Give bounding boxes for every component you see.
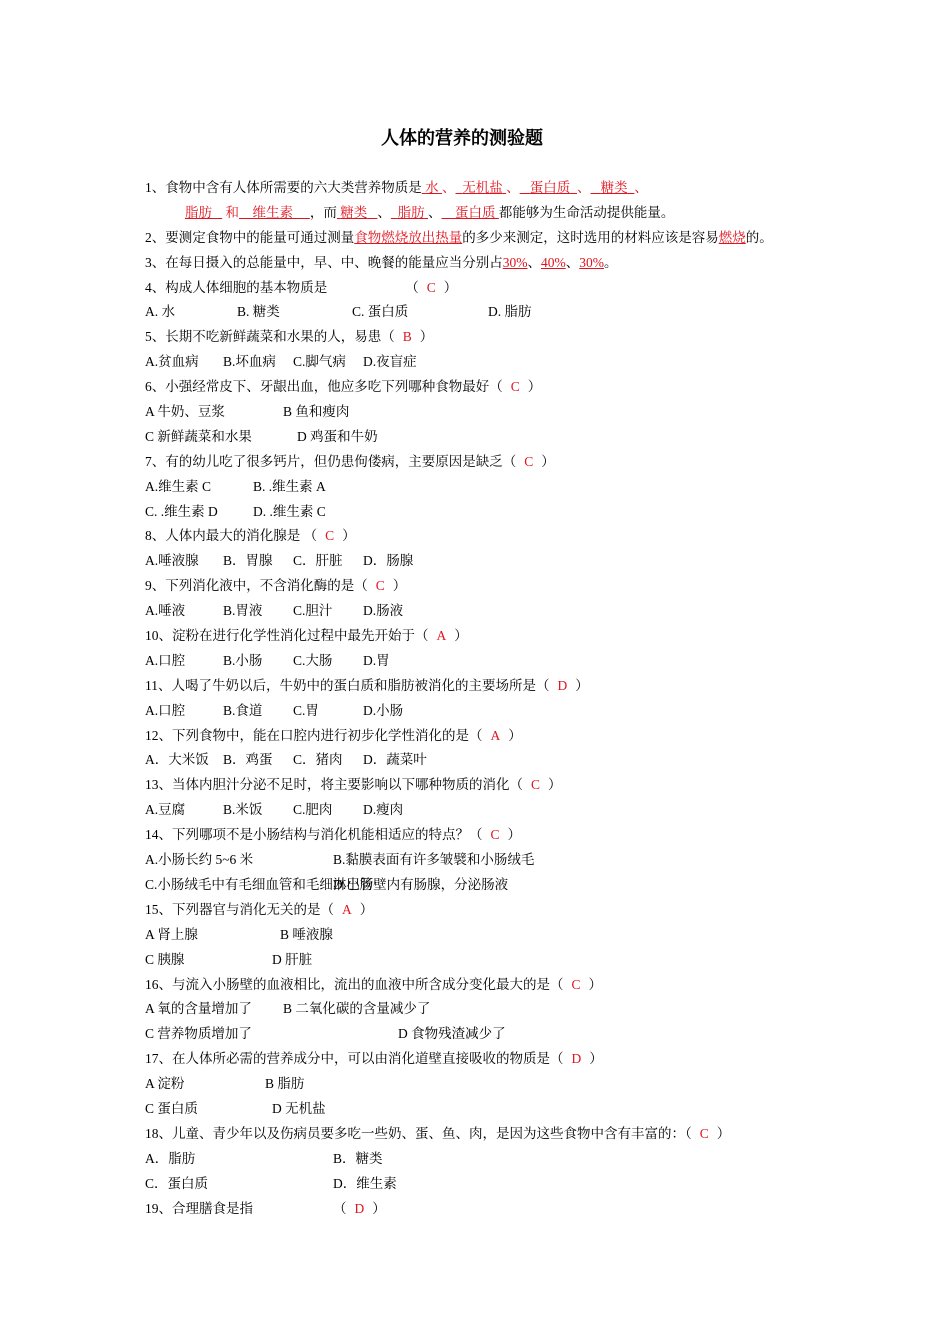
question-stem: 15、下列器官与消化无关的是（ A ） xyxy=(145,901,374,917)
question-text: 11、人喝了牛奶以后，牛奶中的蛋白质和脂肪被消化的主要场所是（ xyxy=(145,677,550,693)
option-b: B 脂肪 xyxy=(265,1076,305,1092)
answer-letter: C xyxy=(426,279,436,295)
option-b: B.黏膜表面有许多皱襞和小肠绒毛 xyxy=(333,852,535,868)
option-c: C 胰腺 xyxy=(145,951,185,967)
blank-answer: 脂肪 xyxy=(185,204,212,220)
option-c: C.大肠 xyxy=(293,652,333,668)
question-1-line-1: 1、食物中含有人体所需要的六大类营养物质是 水 、 无机盐 、 蛋白质 、 糖类 、 xyxy=(145,180,648,195)
option-row xyxy=(145,1022,835,1047)
question-text: 14、下列哪项不是小肠结构与消化机能相适应的特点？（ xyxy=(145,827,483,843)
option-d: D.小肠壁内有肠腺，分泌肠液 xyxy=(333,876,509,892)
option-c: C．蛋白质 xyxy=(145,1175,209,1191)
question-text: 15、下列器官与消化无关的是（ xyxy=(145,901,334,917)
question-stem: 13、当体内胆汁分泌不足时，将主要影响以下哪种物质的消化（ C ） xyxy=(145,777,562,793)
option-row xyxy=(145,549,835,574)
option-d: D. .维生素 C xyxy=(253,503,326,519)
option-a: A．大米饭 xyxy=(145,752,209,768)
option-a: A 肾上腺 xyxy=(145,926,198,942)
answer-letter: D xyxy=(571,1051,582,1067)
quiz-content xyxy=(145,176,835,1221)
question-text: 17、在人体所必需的营养成分中，可以由消化道壁直接吸收的物质是（ xyxy=(145,1051,564,1067)
option-a: A．脂肪 xyxy=(145,1150,196,1166)
answer-letter: C xyxy=(375,578,385,594)
option-row xyxy=(145,475,835,500)
option-row xyxy=(145,748,835,773)
option-a: A.口腔 xyxy=(145,702,186,718)
question-text: 10、淀粉在进行化学性消化过程中最先开始于（ xyxy=(145,628,429,644)
question-stem: 18、儿童、青少年以及伤病员要多吃一些奶、蛋、鱼、肉，是因为这些食物中含有丰富的：（ C ） xyxy=(145,1125,731,1141)
question-stem: 17、在人体所必需的营养成分中，可以由消化道壁直接吸收的物质是（ D ） xyxy=(145,1051,603,1067)
option-c: C.小肠绒毛中有毛细血管和毛细淋巴管 xyxy=(145,876,374,892)
question-stem: 7、有的幼儿吃了很多钙片，但仍患佝偻病，主要原因是缺乏（ C ） xyxy=(145,453,555,469)
answer-letter: A xyxy=(490,727,501,743)
option-a: A.豆腐 xyxy=(145,802,186,818)
answer-letter: C xyxy=(325,528,335,544)
blank-answer: 30% xyxy=(502,254,528,270)
option-b: B 唾液腺 xyxy=(280,926,333,942)
blank-answer: 脂肪 xyxy=(397,204,425,220)
option-row xyxy=(145,798,835,823)
question-1-line-2: 脂肪 和 维生素 ，而 糖类 、 脂肪 、 蛋白质 都能够为生命活动提供能量。 xyxy=(185,204,675,220)
answer-letter: B xyxy=(402,329,412,345)
blank-answer: 维生素 xyxy=(252,204,293,220)
question-text: 8、人体内最大的消化腺是 （ xyxy=(145,528,318,544)
answer-letter: D xyxy=(354,1200,365,1216)
blank-answer: 40% xyxy=(541,254,566,270)
question-text: 9、下列消化液中，不含消化酶的是（ xyxy=(145,578,368,594)
question-text: 6、小强经常皮下、牙龈出血，他应多吃下列哪种食物最好（ xyxy=(145,379,503,395)
option-c: C 蛋白质 xyxy=(145,1100,198,1116)
question-3: 3、在每日摄入的总能量中，早、中、晚餐的能量应当分别占30%、40%、30%。 xyxy=(145,254,618,270)
page-title: 人体的营养的测验题 xyxy=(381,128,543,148)
option-c: C 营养物质增加了 xyxy=(145,1026,252,1042)
question-text: 12、下列食物中，能在口腔内进行初步化学性消化的是（ xyxy=(145,727,483,743)
blank-answer: 30% xyxy=(579,254,604,270)
answer-letter: C xyxy=(490,827,500,843)
question-text: 19、合理膳食是指 xyxy=(145,1200,253,1216)
option-a: A.唾液 xyxy=(145,603,186,619)
option-d: D 无机盐 xyxy=(272,1100,326,1116)
option-row xyxy=(145,923,835,948)
answer-letter: C xyxy=(571,976,581,992)
option-d: D 食物残渣减少了 xyxy=(398,1026,506,1042)
question-stem: 6、小强经常皮下、牙龈出血，他应多吃下列哪种食物最好（ C ） xyxy=(145,379,542,395)
option-c: C.胆汁 xyxy=(293,603,333,619)
option-b: B 二氧化碳的含量减少了 xyxy=(283,1001,431,1017)
option-row xyxy=(145,500,835,525)
option-d: D.瘦肉 xyxy=(363,802,404,818)
option-d: D．蔬菜叶 xyxy=(363,752,427,768)
question-text: 7、有的幼儿吃了很多钙片，但仍患佝偻病，主要原因是缺乏（ xyxy=(145,453,517,469)
option-d: D．肠腺 xyxy=(363,553,414,569)
answer-letter: A xyxy=(342,901,352,917)
answer-letter: D xyxy=(557,677,568,693)
question-text: 16、与流入小肠壁的血液相比，流出的血液中所含成分变化最大的是（ xyxy=(145,976,564,992)
blank-answer: 食物燃烧放出热量 xyxy=(354,229,463,245)
option-c: C.脚气病 xyxy=(293,354,346,370)
blank-answer: 糖类 xyxy=(600,180,628,195)
answer-letter: C xyxy=(699,1125,709,1141)
option-c: C. .维生素 D xyxy=(145,503,218,519)
option-c: C．肝脏 xyxy=(293,553,343,569)
answer-letter: C xyxy=(531,777,541,793)
option-a: A.小肠长约 5~6 米 xyxy=(145,852,254,868)
option-b: B.坏血病 xyxy=(223,354,276,370)
question-stem: 10、淀粉在进行化学性消化过程中最先开始于（ A ） xyxy=(145,628,468,644)
blank-answer: 蛋白质 xyxy=(529,180,571,195)
option-row xyxy=(145,948,835,973)
option-a: A.口腔 xyxy=(145,652,186,668)
option-d: D.夜盲症 xyxy=(363,354,417,370)
option-row xyxy=(145,425,835,450)
question-2: 2、要测定食物中的能量可通过测量食物燃烧放出热量的多少来测定，这时选用的材料应该是容易燃烧的。 xyxy=(145,229,773,245)
question-text: 5、长期不吃新鲜蔬菜和水果的人，易患（ xyxy=(145,329,395,345)
question-stem: 19、合理膳食是指 （ D ） xyxy=(145,1200,386,1216)
option-d: D．维生素 xyxy=(333,1175,397,1191)
option-a: A 牛奶、豆浆 xyxy=(145,404,225,420)
option-row xyxy=(145,873,835,898)
option-b: B.食道 xyxy=(223,702,263,718)
question-text: 18、儿童、青少年以及伤病员要多吃一些奶、蛋、鱼、肉，是因为这些食物中含有丰富的：（ xyxy=(145,1125,692,1141)
multiple-choice-list xyxy=(145,276,835,1222)
blank-answer: 无机盐 xyxy=(462,180,503,195)
question-1-stem: 1、食物中含有人体所需要的六大类营养物质是 xyxy=(145,180,422,195)
option-b: B.小肠 xyxy=(223,652,263,668)
option-row xyxy=(145,848,835,873)
option-d: D 肝脏 xyxy=(272,951,313,967)
option-b: B．糖类 xyxy=(333,1150,383,1166)
option-c: C 新鲜蔬菜和水果 xyxy=(145,428,252,444)
option-row xyxy=(145,997,835,1022)
option-c: C.肥肉 xyxy=(293,802,333,818)
option-b: B 鱼和瘦肉 xyxy=(283,404,350,420)
option-b: B. .维生素 A xyxy=(253,478,326,494)
question-text: 13、当体内胆汁分泌不足时，将主要影响以下哪种物质的消化（ xyxy=(145,777,523,793)
option-a: A 淀粉 xyxy=(145,1076,185,1092)
option-d: D. 脂肪 xyxy=(488,304,532,320)
option-b: B.胃液 xyxy=(223,603,263,619)
option-a: A.维生素 C xyxy=(145,478,212,494)
blank-answer: 糖类 xyxy=(340,204,368,220)
answer-letter: C xyxy=(524,453,534,469)
option-row xyxy=(145,599,835,624)
option-row xyxy=(145,1072,835,1097)
option-a: A 氧的含量增加了 xyxy=(145,1001,252,1017)
answer-letter: C xyxy=(510,379,520,395)
option-row xyxy=(145,350,835,375)
option-d: D.胃 xyxy=(363,652,390,668)
option-c: C.胃 xyxy=(293,702,319,718)
option-a: A. 水 xyxy=(145,304,175,320)
option-d: D 鸡蛋和牛奶 xyxy=(297,428,378,444)
option-c: C. 蛋白质 xyxy=(352,304,409,320)
option-c: C．猪肉 xyxy=(293,752,343,768)
option-a: A.贫血病 xyxy=(145,354,199,370)
option-row xyxy=(145,649,835,674)
option-b: B．胃腺 xyxy=(223,553,273,569)
option-d: D.小肠 xyxy=(363,702,404,718)
question-stem: 14、下列哪项不是小肠结构与消化机能相适应的特点？（ C ） xyxy=(145,827,522,843)
question-stem: 11、人喝了牛奶以后，牛奶中的蛋白质和脂肪被消化的主要场所是（ D ） xyxy=(145,677,589,693)
question-stem: 5、长期不吃新鲜蔬菜和水果的人，易患（ B ） xyxy=(145,329,434,345)
option-row xyxy=(145,400,835,425)
question-stem: 12、下列食物中，能在口腔内进行初步化学性消化的是（ A ） xyxy=(145,727,522,743)
option-row xyxy=(145,699,835,724)
blank-answer: 燃烧 xyxy=(718,229,746,245)
option-row xyxy=(145,1147,835,1172)
blank-answer: 蛋白质 xyxy=(455,204,496,220)
option-row xyxy=(145,1097,835,1122)
answer-letter: A xyxy=(436,628,447,644)
blank-answer: 水 xyxy=(425,180,439,195)
option-row xyxy=(145,1172,835,1197)
question-stem: 16、与流入小肠壁的血液相比，流出的血液中所含成分变化最大的是（ C ） xyxy=(145,976,603,992)
option-row xyxy=(145,300,835,325)
option-d: D.肠液 xyxy=(363,603,404,619)
question-stem: 9、下列消化液中，不含消化酶的是（ C ） xyxy=(145,578,407,594)
option-a: A.唾液腺 xyxy=(145,553,199,569)
question-text: 4、构成人体细胞的基本物质是 xyxy=(145,279,328,295)
option-b: B.米饭 xyxy=(223,802,263,818)
option-b: B. 糖类 xyxy=(237,304,280,320)
question-stem: 4、构成人体细胞的基本物质是 （ C ） xyxy=(145,279,458,295)
question-stem: 8、人体内最大的消化腺是 （ C ） xyxy=(145,528,356,544)
option-b: B．鸡蛋 xyxy=(223,752,273,768)
